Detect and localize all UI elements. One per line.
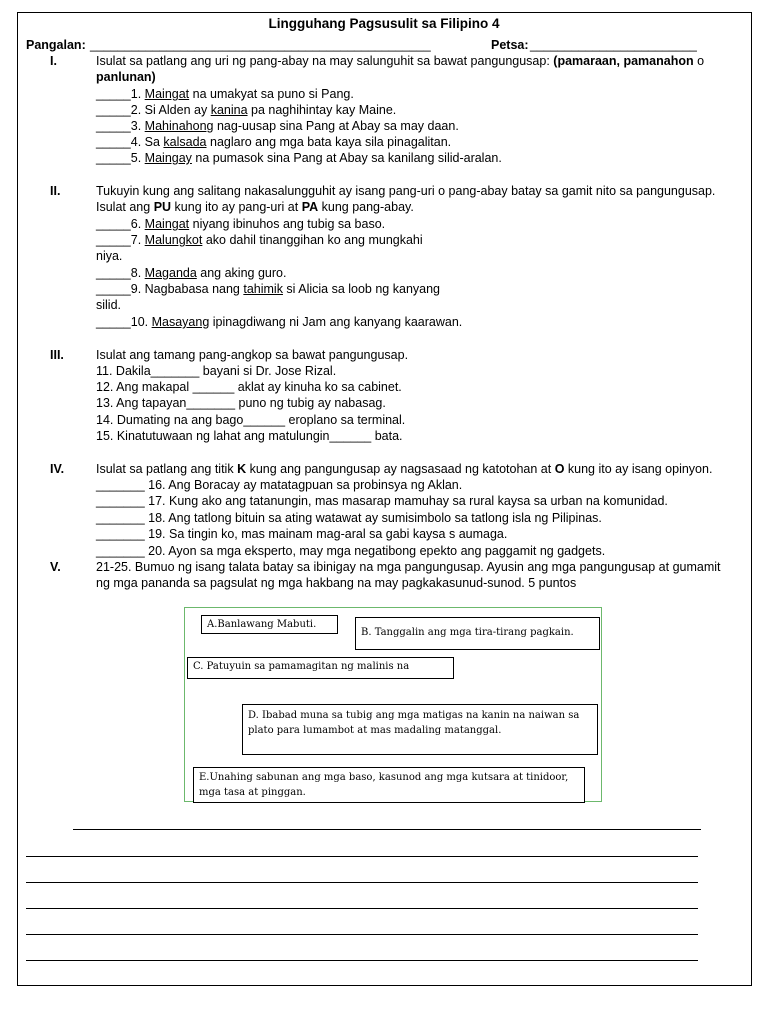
part1-number: I. xyxy=(50,54,57,68)
sentence-box-e: E.Unahing sabunan ang mga baso, kasunod ang mga kutsara at tinidoor, mga tasa at pinggan. xyxy=(193,767,585,803)
item-11: 11. Dakila_______ bayani si Dr. Jose Rizal. xyxy=(96,364,337,378)
part2-number: II. xyxy=(50,184,61,198)
item-14: 14. Dumating na ang bago______ eroplano sa terminal. xyxy=(96,413,406,427)
item-20: _______ 20. Ayon sa mga eksperto, may mga negatibong epekto ang paggamit ng gadgets. xyxy=(96,544,606,558)
answer-line[interactable] xyxy=(26,856,698,857)
item-2: _____2. Si Alden ay kanina pa naghihintay kay Maine. xyxy=(96,103,397,117)
item-10: _____10. Masayang ipinagdiwang ni Jam ang kanyang kaarawan. xyxy=(96,315,463,329)
sentence-box-b: B. Tanggalin ang mga tira-tirang pagkain. xyxy=(355,617,600,650)
part2-instruction-cont: Isulat ang PU kung ito ay pang-uri at PA kung pang-abay. xyxy=(96,200,414,214)
item-6: _____6. Maingat niyang ibinuhos ang tubig sa baso. xyxy=(96,217,386,231)
item-4: _____4. Sa kalsada naglaro ang mga bata kaya sila pinagalitan. xyxy=(96,135,452,149)
sentence-boxes-panel xyxy=(184,607,602,802)
item-19: _______ 19. Sa tingin ko, mas mainam mag-aral sa gabi kaysa s aumaga. xyxy=(96,527,508,541)
part1-instruction-cont: panlunan) xyxy=(96,70,156,84)
sentence-box-a: A.Banlawang Mabuti. xyxy=(201,615,338,634)
page-title: Lingguhang Pagsusulit sa Filipino 4 xyxy=(268,16,500,31)
item-13: 13. Ang tapayan_______ puno ng tubig ay nabasag. xyxy=(96,396,386,410)
part5-number: V. xyxy=(50,560,61,574)
answer-line[interactable] xyxy=(26,908,698,909)
name-label: Pangalan: xyxy=(26,38,86,52)
item-7: _____7. Malungkot ako dahil tinanggihan ko ang mungkahi xyxy=(96,233,423,247)
date-label: Petsa: xyxy=(491,38,529,52)
part2-instruction: Tukuyin kung ang salitang nakasalungguhit ay isang pang-uri o pang-abay batay sa gamit nito sa pangungusap. xyxy=(96,184,716,198)
item-5: _____5. Maingay na pumasok sina Pang at Abay sa kanilang silid-aralan. xyxy=(96,151,502,165)
part5-instruction: 21-25. Bumuo ng isang talata batay sa ibinigay na mga pangungusap. Ayusin ang mga pangungusap at gumamit xyxy=(96,560,721,574)
date-field[interactable]: ________________________ xyxy=(530,38,697,52)
item-3: _____3. Mahinahong nag-uusap sina Pang at Abay sa may daan. xyxy=(96,119,459,133)
item-9: _____9. Nagbabasa nang tahimik si Alicia sa loob ng kanyang xyxy=(96,282,440,296)
part4-instruction: Isulat sa patlang ang titik K kung ang pangungusap ay nagsasaad ng katotohan at O kung ito ay isang opinyon. xyxy=(96,462,713,476)
item-8: _____8. Maganda ang aking guro. xyxy=(96,266,287,280)
item-16: _______ 16. Ang Boracay ay matatagpuan sa probinsya ng Aklan. xyxy=(96,478,463,492)
part4-number: IV. xyxy=(50,462,65,476)
item-9-cont: silid. xyxy=(96,298,122,312)
sentence-box-d: D. Ibabad muna sa tubig ang mga matigas na kanin na naiwan sa plato para lumambot at mas madaling matanggal. xyxy=(242,704,598,755)
item-15: 15. Kinatutuwaan ng lahat ang matulungin______ bata. xyxy=(96,429,403,443)
part3-instruction: Isulat ang tamang pang-angkop sa bawat pangungusap. xyxy=(96,348,409,362)
name-field[interactable]: _________________________________________________ xyxy=(90,38,431,52)
answer-line[interactable] xyxy=(26,960,698,961)
part1-instruction: Isulat sa patlang ang uri ng pang-abay na may salunguhit sa bawat pangungusap: (pamaraan, pamanahon o xyxy=(96,54,705,68)
part3-number: III. xyxy=(50,348,64,362)
answer-line[interactable] xyxy=(73,829,701,830)
item-18: _______ 18. Ang tatlong bituin sa ating watawat ay sumisimbolo sa tatlong isla ng Pilipinas. xyxy=(96,511,602,525)
answer-line[interactable] xyxy=(26,934,698,935)
item-12: 12. Ang makapal ______ aklat ay kinuha ko sa cabinet. xyxy=(96,380,402,394)
part5-instruction-cont: ng mga pananda sa pagsulat ng mga hakbang na may pagkakasunud-sunod. 5 puntos xyxy=(96,576,577,590)
item-7-cont: niya. xyxy=(96,249,123,263)
item-1: _____1. Maingat na umakyat sa puno si Pang. xyxy=(96,87,354,101)
sentence-box-c: C. Patuyuin sa pamamagitan ng malinis na xyxy=(187,657,454,679)
answer-line[interactable] xyxy=(26,882,698,883)
item-17: _______ 17. Kung ako ang tatanungin, mas masarap mamuhay sa rural kaysa sa urban na komunidad. xyxy=(96,494,668,508)
